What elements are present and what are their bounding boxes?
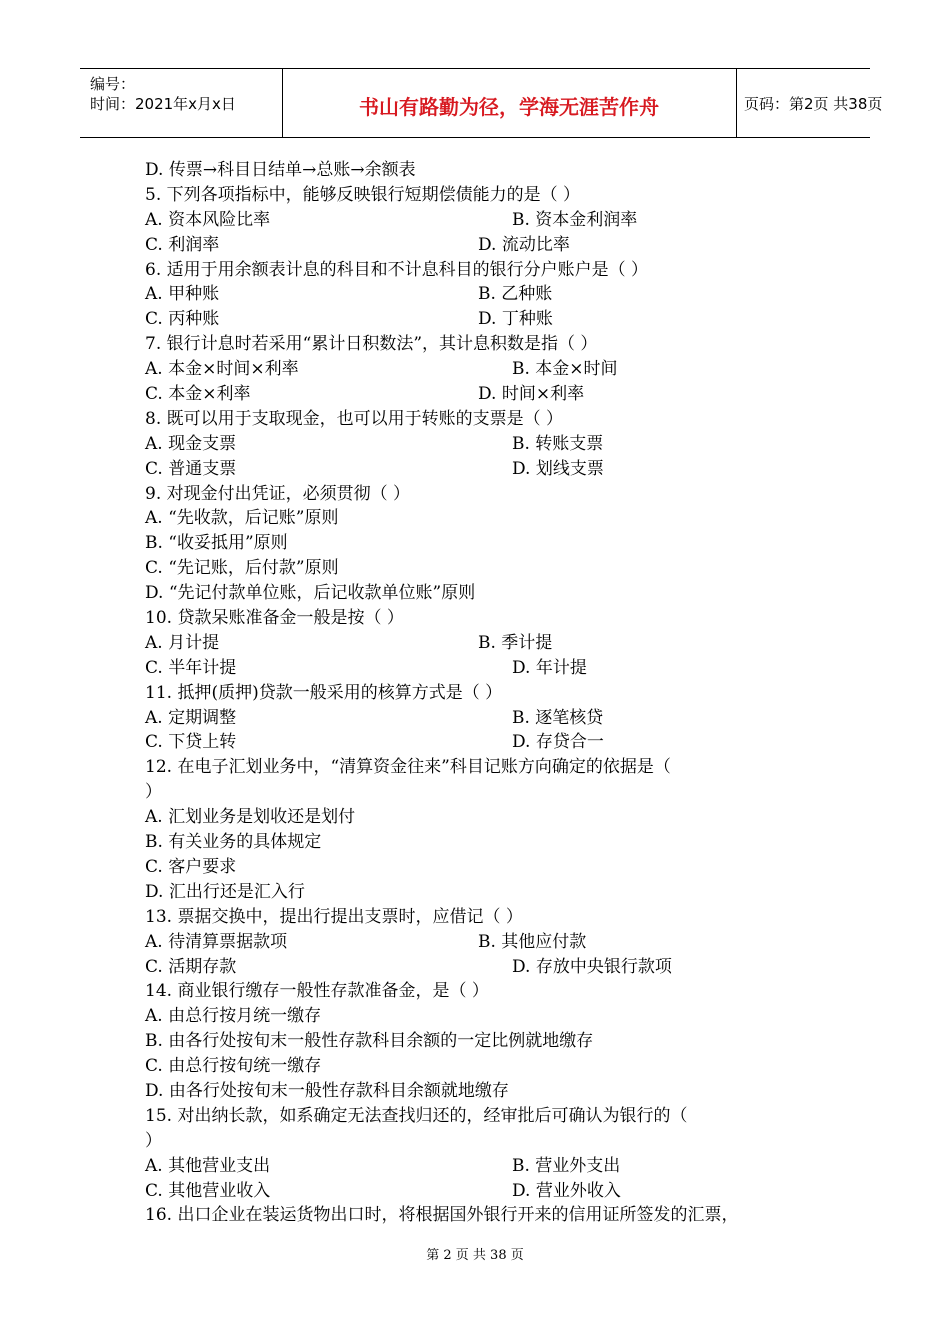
text-line <box>145 606 825 631</box>
text-line <box>145 880 825 905</box>
option-right: B. 乙种账 <box>478 284 553 305</box>
line-text: B. “收妥抵用”原则 <box>145 533 288 554</box>
text-line <box>145 1129 825 1154</box>
text-line <box>145 432 825 457</box>
line-text: ） <box>145 1130 162 1151</box>
text-line <box>145 1154 825 1179</box>
text-line <box>145 357 825 382</box>
option-right: D. 存放中央银行款项 <box>512 956 672 977</box>
text-line <box>145 855 825 880</box>
line-text: A. 由总行按月统一缴存 <box>145 1006 322 1027</box>
text-line <box>145 208 825 233</box>
option-left: A. 其他营业支出 <box>145 1155 271 1176</box>
option-right: B. 转账支票 <box>512 433 604 454</box>
text-line <box>145 930 825 955</box>
text-line <box>145 955 825 980</box>
page-footer: 第 2 页 共 38 页 <box>426 1248 524 1263</box>
text-line <box>145 1079 825 1104</box>
option-right: B. 资本金利润率 <box>512 209 638 230</box>
option-left: C. 本金×利率 <box>145 384 251 405</box>
option-left: A. 资本风险比率 <box>145 209 271 230</box>
option-right: D. 丁种账 <box>478 309 553 330</box>
text-line <box>145 830 825 855</box>
line-text: 8. 既可以用于支取现金，也可以用于转账的支票是（ ） <box>145 408 564 429</box>
line-text: A. “先收款，后记账”原则 <box>145 508 339 529</box>
option-right: D. 营业外收入 <box>512 1180 621 1201</box>
option-left: A. 定期调整 <box>145 707 237 728</box>
text-line <box>145 656 825 681</box>
option-left: A. 现金支票 <box>145 433 237 454</box>
line-text: B. 有关业务的具体规定 <box>145 832 322 853</box>
number-label: 编号： <box>90 75 136 93</box>
line-text: 10. 贷款呆账准备金一般是按（ ） <box>145 608 404 629</box>
option-right: D. 时间×利率 <box>478 384 585 405</box>
option-right: D. 年计提 <box>512 657 587 678</box>
header-page-cell <box>736 69 883 137</box>
motto-text: 书山有路勤为径，学海无涯苦作舟 <box>359 95 659 119</box>
option-right: D. 划线支票 <box>512 458 604 479</box>
text-line <box>145 1029 825 1054</box>
line-text: D. 由各行处按旬末一般性存款科目余额就地缴存 <box>145 1080 509 1101</box>
page-info: 页码：第2页 共38页 <box>744 95 883 113</box>
line-text: A. 汇划业务是划收还是划付 <box>145 807 356 828</box>
text-line <box>145 1004 825 1029</box>
option-left: A. 甲种账 <box>145 284 220 305</box>
text-line <box>145 183 825 208</box>
line-text: C. 由总行按旬统一缴存 <box>145 1056 322 1077</box>
text-line <box>145 282 825 307</box>
text-line <box>145 905 825 930</box>
line-text: 5. 下列各项指标中，能够反映银行短期偿债能力的是（ ） <box>145 184 581 205</box>
option-right: D. 存贷合一 <box>512 732 604 753</box>
time-label: 时间：2021年x月x日 <box>90 95 236 113</box>
text-line <box>145 258 825 283</box>
text-line <box>145 979 825 1004</box>
option-left: C. 普通支票 <box>145 458 237 479</box>
text-line <box>145 158 825 183</box>
text-line <box>145 1179 825 1204</box>
option-right: D. 流动比率 <box>478 234 570 255</box>
text-line <box>145 581 825 606</box>
text-line <box>145 706 825 731</box>
option-left: C. 其他营业收入 <box>145 1180 271 1201</box>
option-left: C. 下贷上转 <box>145 732 237 753</box>
text-line <box>145 631 825 656</box>
option-right: B. 其他应付款 <box>478 931 587 952</box>
text-line <box>145 233 825 258</box>
option-left: C. 丙种账 <box>145 309 220 330</box>
text-line <box>145 556 825 581</box>
line-text: C. “先记账，后付款”原则 <box>145 558 339 579</box>
text-line <box>145 531 825 556</box>
line-text: D. 传票→科目日结单→总账→余额表 <box>145 160 416 180</box>
text-line <box>145 1203 825 1228</box>
text-line <box>145 307 825 332</box>
option-left: C. 活期存款 <box>145 956 237 977</box>
option-right: B. 本金×时间 <box>512 359 618 380</box>
option-left: A. 待清算票据款项 <box>145 931 288 952</box>
line-text: B. 由各行处按旬末一般性存款科目余额的一定比例就地缴存 <box>145 1031 594 1052</box>
text-line <box>145 755 825 780</box>
line-text: 11. 抵押(质押)贷款一般采用的核算方式是（ ） <box>145 682 503 703</box>
text-line <box>145 780 825 805</box>
text-line <box>145 457 825 482</box>
text-line <box>145 482 825 507</box>
text-line <box>145 730 825 755</box>
line-text: 6. 适用于用余额表计息的科目和不计息科目的银行分户账户是（ ） <box>145 259 649 280</box>
line-text: ） <box>145 782 162 803</box>
text-line <box>145 506 825 531</box>
text-line <box>145 407 825 432</box>
line-text: 12. 在电子汇划业务中，“清算资金往来”科目记账方向确定的依据是（ <box>145 757 671 778</box>
option-left: A. 月计提 <box>145 632 220 653</box>
line-text: 15. 对出纳长款，如系确定无法查找归还的，经审批后可确认为银行的（ <box>145 1105 688 1126</box>
option-left: C. 利润率 <box>145 234 220 255</box>
text-line <box>145 681 825 706</box>
line-text: D. “先记付款单位账，后记收款单位账”原则 <box>145 583 476 604</box>
text-line <box>145 1054 825 1079</box>
line-text: 14. 商业银行缴存一般性存款准备金，是（ ） <box>145 981 489 1002</box>
option-right: B. 营业外支出 <box>512 1155 621 1176</box>
option-left: C. 半年计提 <box>145 657 237 678</box>
option-right: B. 逐笔核贷 <box>512 707 604 728</box>
line-text: 9. 对现金付出凭证，必须贯彻（ ） <box>145 483 411 504</box>
header-motto-cell <box>282 69 737 137</box>
text-line <box>145 1104 825 1129</box>
line-text: 7. 银行计息时若采用“累计日积数法”，其计息积数是指（ ） <box>145 334 598 355</box>
document-header <box>80 68 883 138</box>
line-text: 16. 出口企业在装运货物出口时，将根据国外银行开来的信用证所签发的汇票， <box>145 1205 739 1226</box>
text-line <box>145 332 825 357</box>
line-text: 13. 票据交换中，提出行提出支票时，应借记（ ） <box>145 906 523 927</box>
text-line <box>145 805 825 830</box>
question-list <box>145 158 825 1228</box>
option-left: A. 本金×时间×利率 <box>145 359 299 380</box>
header-meta-cell <box>80 69 283 137</box>
line-text: D. 汇出行还是汇入行 <box>145 881 305 902</box>
line-text: C. 客户要求 <box>145 856 237 877</box>
text-line <box>145 382 825 407</box>
option-right: B. 季计提 <box>478 632 553 653</box>
